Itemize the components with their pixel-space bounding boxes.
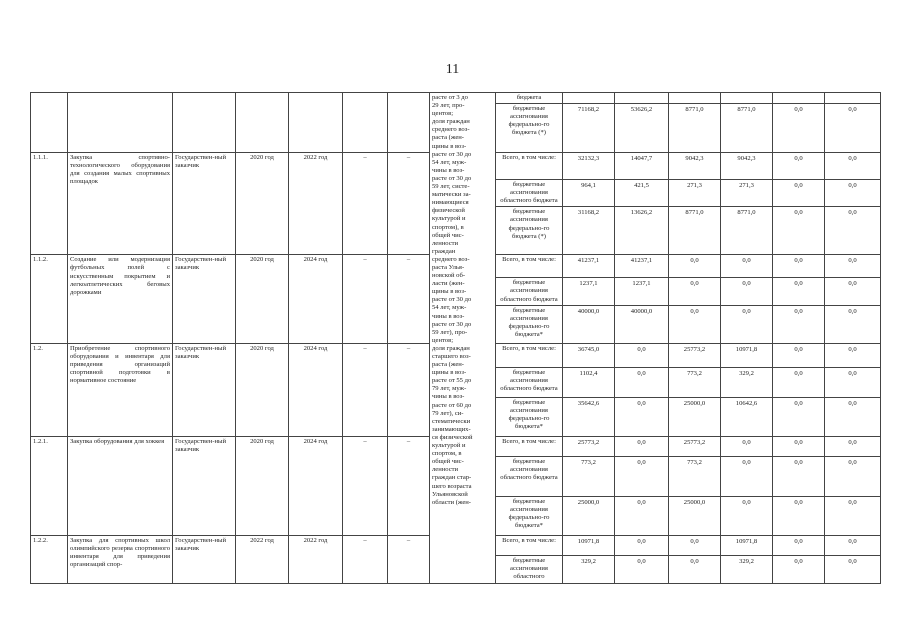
executor-cell xyxy=(173,93,236,153)
funding-source: бюджета xyxy=(496,93,563,104)
funding-source: бюджетные ассигнования федерально-го бюджета* xyxy=(496,496,563,535)
amount-cell: 41237,1 xyxy=(563,255,615,278)
item-number: 1.2. xyxy=(31,343,68,436)
amount-cell: 329,2 xyxy=(721,367,773,397)
item-end-year: 2022 год xyxy=(289,535,343,583)
amount-cell: 0,0 xyxy=(773,535,825,555)
amount-cell: 0,0 xyxy=(773,397,825,436)
amount-cell: 0,0 xyxy=(773,153,825,180)
item-end-year: 2024 год xyxy=(289,436,343,535)
amount-cell: 773,2 xyxy=(669,367,721,397)
amount-cell: 0,0 xyxy=(825,496,881,535)
amount-cell xyxy=(773,93,825,104)
item-executor: Государствен-ный заказчик xyxy=(173,535,236,583)
item-end-year: 2024 год xyxy=(289,343,343,436)
amount-cell: 0,0 xyxy=(773,343,825,367)
amount-cell: 0,0 xyxy=(773,207,825,255)
amount-cell: 0,0 xyxy=(825,278,881,305)
amount-cell: 8771,0 xyxy=(721,207,773,255)
amount-cell: 0,0 xyxy=(615,456,669,496)
amount-cell: 0,0 xyxy=(615,496,669,535)
amount-cell: 0,0 xyxy=(615,367,669,397)
funding-source: бюджетные ассигнования федерально-го бюджета (*) xyxy=(496,104,563,153)
funding-source: бюджетные ассигнования федерально-го бюджета (*) xyxy=(496,207,563,255)
amount-cell: 1237,1 xyxy=(563,278,615,305)
amount-cell: 1237,1 xyxy=(615,278,669,305)
funding-source: Всего, в том числе: xyxy=(496,255,563,278)
amount-cell: 0,0 xyxy=(615,397,669,436)
amount-cell: 25000,0 xyxy=(669,496,721,535)
amount-cell: 40000,0 xyxy=(563,305,615,343)
item-executor: Государствен-ный заказчик xyxy=(173,153,236,255)
amount-cell: 271,3 xyxy=(669,180,721,207)
amount-cell: 32132,3 xyxy=(563,153,615,180)
funding-source: бюджетные ассигнования областного бюджета xyxy=(496,456,563,496)
item-start-year: 2020 год xyxy=(236,255,289,343)
item-number: 1.1.1. xyxy=(31,153,68,255)
amount-cell: 9042,3 xyxy=(669,153,721,180)
amount-cell: 773,2 xyxy=(669,456,721,496)
item-start-year: 2020 год xyxy=(236,343,289,436)
item-number: 1.2.1. xyxy=(31,436,68,535)
amount-cell: 0,0 xyxy=(825,255,881,278)
amount-cell: 0,0 xyxy=(615,343,669,367)
funding-source: Всего, в том числе: xyxy=(496,436,563,456)
item-name: Закупка спортивно-технологического оборудования для создания малых спортивных площадок xyxy=(68,153,173,255)
amount-cell: 0,0 xyxy=(773,456,825,496)
amount-cell: 964,1 xyxy=(563,180,615,207)
amount-cell: 0,0 xyxy=(825,180,881,207)
amount-cell: 31168,2 xyxy=(563,207,615,255)
amount-cell: 0,0 xyxy=(721,496,773,535)
amount-cell: 0,0 xyxy=(825,456,881,496)
item-number: 1.2.2. xyxy=(31,535,68,583)
table-row xyxy=(31,93,881,104)
amount-cell: 0,0 xyxy=(773,104,825,153)
amount-cell xyxy=(669,93,721,104)
page-number: 11 xyxy=(445,62,460,77)
end-cell xyxy=(289,93,343,153)
item-executor: Государствен-ный заказчик xyxy=(173,343,236,436)
start-cell xyxy=(236,93,289,153)
item-dash: – xyxy=(343,153,388,255)
amount-cell: 0,0 xyxy=(825,397,881,436)
item-dash: – xyxy=(343,436,388,535)
goal-indicator-cell: расте от 3 до 29 лет, про- центов; доля граждан среднего воз- раста (жен- щины в воз- расте от 30 до 54 лет, муж- чины в воз- расте от 30 до 59 лет, систе- матически за- нимающиеся физической культурой и спортом), в общей чис- ленности граждан среднего воз- раста Улья- новской об- ласти (жен- щины в воз- расте от 30 до 54 лет, муж- чины в воз- расте от 30 до 59 лет), про- центов; доля граждан старшего воз- раста (жен- щины в воз- расте от 55 до 79 лет, муж- чины в воз- расте от 60 до 79 лет), си- стематически занимающих- ся физической культурой и спортом, в общей чис- ленности граждан стар- шего возраста Ульяновской области (жен- xyxy=(430,93,496,584)
item-name: Закупка для спортивных школ олимпийского резерва спортивного инвентаря для приведения организаций спор- xyxy=(68,535,173,583)
amount-cell: 0,0 xyxy=(825,367,881,397)
funding-source: бюджетные ассигнования областного бюджета xyxy=(496,278,563,305)
amount-cell xyxy=(721,93,773,104)
amount-cell xyxy=(563,93,615,104)
amount-cell: 8771,0 xyxy=(669,104,721,153)
amount-cell: 0,0 xyxy=(721,436,773,456)
amount-cell: 0,0 xyxy=(669,305,721,343)
item-start-year: 2022 год xyxy=(236,535,289,583)
amount-cell: 0,0 xyxy=(773,305,825,343)
item-name: Закупка оборудования для хоккея xyxy=(68,436,173,535)
amount-cell: 329,2 xyxy=(721,555,773,583)
amount-cell: 0,0 xyxy=(825,555,881,583)
amount-cell: 0,0 xyxy=(825,207,881,255)
dash-cell xyxy=(388,93,430,153)
name-cell xyxy=(68,93,173,153)
amount-cell: 35642,6 xyxy=(563,397,615,436)
item-name: Приобретение спортивного оборудования и инвентаря для приведения организаций спортивной подготовки в нормативное состояние xyxy=(68,343,173,436)
num-cell xyxy=(31,93,68,153)
amount-cell: 25000,0 xyxy=(669,397,721,436)
amount-cell: 8771,0 xyxy=(721,104,773,153)
amount-cell: 0,0 xyxy=(773,496,825,535)
amount-cell: 10642,6 xyxy=(721,397,773,436)
funding-source: Всего, в том числе: xyxy=(496,343,563,367)
funding-source: бюджетные ассигнования федерально-го бюджета* xyxy=(496,397,563,436)
funding-source: Всего, в том числе: xyxy=(496,535,563,555)
amount-cell: 0,0 xyxy=(721,255,773,278)
amount-cell: 0,0 xyxy=(825,305,881,343)
amount-cell: 10971,8 xyxy=(721,535,773,555)
item-end-year: 2022 год xyxy=(289,153,343,255)
amount-cell: 40000,0 xyxy=(615,305,669,343)
amount-cell: 0,0 xyxy=(825,104,881,153)
amount-cell: 0,0 xyxy=(721,305,773,343)
amount-cell: 41237,1 xyxy=(615,255,669,278)
item-dash: – xyxy=(388,153,430,255)
funding-source: бюджетные ассигнования областного бюджета xyxy=(496,367,563,397)
item-dash: – xyxy=(388,343,430,436)
amount-cell: 0,0 xyxy=(825,436,881,456)
amount-cell: 9042,3 xyxy=(721,153,773,180)
amount-cell: 0,0 xyxy=(669,278,721,305)
amount-cell: 13626,2 xyxy=(615,207,669,255)
amount-cell: 0,0 xyxy=(669,255,721,278)
amount-cell: 0,0 xyxy=(721,456,773,496)
amount-cell: 0,0 xyxy=(773,367,825,397)
amount-cell xyxy=(825,93,881,104)
amount-cell: 1102,4 xyxy=(563,367,615,397)
item-name: Создание или модернизация футбольных полей с искусственным покрытием и легкоатлетических беговых дорожками xyxy=(68,255,173,343)
amount-cell: 0,0 xyxy=(773,436,825,456)
amount-cell: 0,0 xyxy=(615,535,669,555)
item-executor: Государствен-ный заказчик xyxy=(173,255,236,343)
item-end-year: 2024 год xyxy=(289,255,343,343)
amount-cell: 36745,0 xyxy=(563,343,615,367)
amount-cell: 773,2 xyxy=(563,456,615,496)
amount-cell: 0,0 xyxy=(615,436,669,456)
item-start-year: 2020 год xyxy=(236,153,289,255)
amount-cell: 25773,2 xyxy=(669,343,721,367)
funding-source: бюджетные ассигнования федерально-го бюджета* xyxy=(496,305,563,343)
amount-cell: 0,0 xyxy=(825,153,881,180)
item-dash: – xyxy=(343,343,388,436)
amount-cell: 329,2 xyxy=(563,555,615,583)
amount-cell: 271,3 xyxy=(721,180,773,207)
item-start-year: 2020 год xyxy=(236,436,289,535)
item-dash: – xyxy=(388,436,430,535)
amount-cell: 0,0 xyxy=(669,535,721,555)
amount-cell: 0,0 xyxy=(825,343,881,367)
item-dash: – xyxy=(388,255,430,343)
amount-cell: 25773,2 xyxy=(669,436,721,456)
amount-cell: 25773,2 xyxy=(563,436,615,456)
amount-cell: 0,0 xyxy=(669,555,721,583)
amount-cell: 0,0 xyxy=(773,255,825,278)
amount-cell: 0,0 xyxy=(825,535,881,555)
amount-cell: 10971,8 xyxy=(563,535,615,555)
funding-source: Всего, в том числе: xyxy=(496,153,563,180)
amount-cell: 0,0 xyxy=(615,555,669,583)
funding-source: бюджетные ассигнования областного бюджета xyxy=(496,180,563,207)
amount-cell xyxy=(615,93,669,104)
amount-cell: 0,0 xyxy=(773,180,825,207)
funding-source: бюджетные ассигнования областного xyxy=(496,555,563,583)
budget-table xyxy=(30,92,881,584)
amount-cell: 10971,8 xyxy=(721,343,773,367)
amount-cell: 421,5 xyxy=(615,180,669,207)
amount-cell: 8771,0 xyxy=(669,207,721,255)
item-executor: Государствен-ный заказчик xyxy=(173,436,236,535)
amount-cell: 14047,7 xyxy=(615,153,669,180)
amount-cell: 53626,2 xyxy=(615,104,669,153)
amount-cell: 0,0 xyxy=(773,555,825,583)
amount-cell: 71168,2 xyxy=(563,104,615,153)
item-dash: – xyxy=(343,255,388,343)
item-dash: – xyxy=(388,535,430,583)
item-number: 1.1.2. xyxy=(31,255,68,343)
amount-cell: 0,0 xyxy=(773,278,825,305)
amount-cell: 25000,0 xyxy=(563,496,615,535)
dash-cell xyxy=(343,93,388,153)
item-dash: – xyxy=(343,535,388,583)
amount-cell: 0,0 xyxy=(721,278,773,305)
